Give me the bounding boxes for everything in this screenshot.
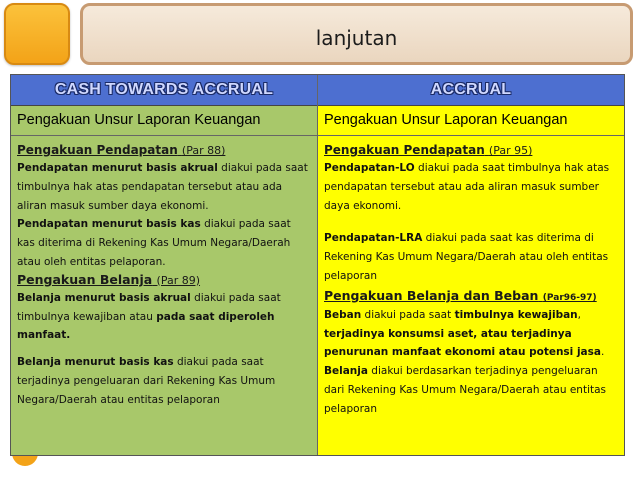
bold-term: pada saat diperoleh manfaat. (17, 310, 275, 342)
cash-towards-accrual-column (11, 75, 317, 455)
paragraph-ref: (Par 88) (181, 144, 226, 157)
bold-term: Belanja menurut basis kas (17, 356, 174, 369)
paragraph-pendapatan-lra (324, 229, 618, 285)
body-text: diakui pada saat timbulnya hak atas pendapatan tersebut atau ada aliran masuk sumber daya ekonomi. (324, 162, 610, 212)
section-heading-pendapatan-left (17, 142, 311, 159)
heading-text: Pengakuan Pendapatan (324, 143, 485, 157)
paragraph-ref: (Par 95) (488, 144, 533, 157)
body-text: diakui berdasarkan terjadinya pengeluaran dari Rekening Kas Umum Negara/Daerah atau entitas pelaporan (324, 365, 607, 415)
bold-term: terjadinya konsumsi aset, atau terjadinya penurunan manfaat ekonomi atau potensi jasa (324, 327, 601, 359)
body-text: diakui pada saat timbulnya kewajiban atau (17, 291, 281, 323)
comparison-table (10, 74, 625, 456)
bold-term: Pendapatan-LRA (324, 232, 423, 245)
section-heading-belanja-right (324, 288, 618, 306)
section-heading-belanja-left (17, 272, 311, 289)
column-title-left: CASH TOWARDS ACCRUAL (54, 81, 274, 98)
title-banner (80, 3, 633, 65)
bold-term: Belanja menurut basis akrual (17, 291, 191, 304)
paragraph-ref: (Par96-97) (542, 292, 597, 303)
paragraph-pendapatan-akrual (17, 159, 311, 215)
body-text: , (577, 308, 581, 321)
column-header-right (318, 75, 624, 106)
subtitle-right: Pengakuan Unsur Laporan Keuangan (324, 112, 568, 128)
paragraph-pendapatan-kas (17, 215, 311, 271)
page-title: lanjutan (315, 26, 398, 50)
body-text: diakui pada saat timbulnya hak atas pendapatan tersebut atau ada aliran masuk sumber daya ekonomi. (17, 162, 308, 212)
column-title-right: ACCRUAL (430, 81, 512, 98)
paragraph-pendapatan-lo (324, 159, 618, 215)
heading-text: Pengakuan Pendapatan (17, 143, 178, 157)
body-text: diakui pada saat kas diterima di Rekening Kas Umum Negara/Daerah atau oleh entitas pelaporan. (17, 218, 291, 268)
paragraph-beban-belanja (324, 306, 618, 419)
section-heading-pendapatan-right (324, 142, 618, 159)
decorative-orange-box (4, 3, 70, 65)
heading-text: Pengakuan Belanja dan Beban (324, 287, 539, 303)
subtitle-left: Pengakuan Unsur Laporan Keuangan (17, 112, 261, 128)
paragraph-ref: (Par 89) (156, 273, 201, 287)
bold-term: Pendapatan menurut basis kas (17, 218, 201, 231)
heading-text: Pengakuan Belanja (17, 271, 153, 287)
body-text: diakui pada saat kas diterima di Rekening Kas Umum Negara/Daerah atau oleh entitas pelaporan (324, 232, 609, 282)
bold-term: timbulnya kewajiban (454, 308, 578, 321)
paragraph-belanja-akrual (17, 289, 311, 345)
body-text: . (600, 346, 605, 359)
bold-term: Pendapatan menurut basis akrual (17, 162, 218, 174)
divider (11, 135, 317, 136)
divider (318, 135, 624, 136)
column-header-left (11, 75, 317, 106)
bold-term: Pendapatan-LO (324, 162, 415, 174)
body-text: diakui pada saat (361, 308, 455, 321)
paragraph-belanja-kas (17, 353, 311, 409)
bold-term: Beban (324, 308, 362, 321)
bold-term: Belanja (324, 365, 368, 378)
accrual-column (317, 75, 624, 455)
body-text: diakui pada saat terjadinya pengeluaran dari Rekening Kas Umum Negara/Daerah atau entitas pelaporan (17, 356, 276, 406)
